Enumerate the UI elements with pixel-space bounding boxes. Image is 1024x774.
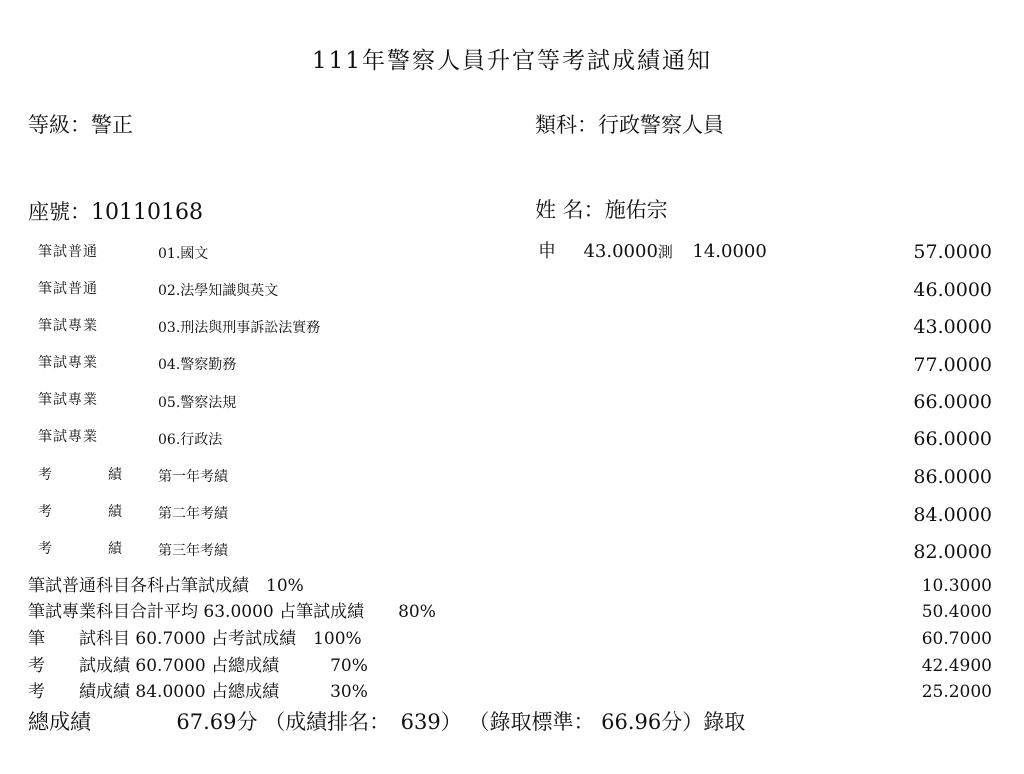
seat-field: [28, 202, 203, 224]
row-category-part: 績: [108, 504, 122, 520]
row-score: 66.0000: [913, 391, 992, 413]
row-category-part: 考: [38, 541, 52, 557]
calc-value: 50.4000: [921, 602, 992, 622]
row-category: 筆試專業: [38, 429, 98, 445]
grade-label: 等級：: [28, 113, 91, 137]
row-score: 77.0000: [913, 354, 992, 376]
seat-label: 座號：: [28, 200, 91, 224]
row-category: [38, 468, 122, 482]
essay-label: 申: [538, 241, 556, 262]
row-subject: 第二年考績: [158, 506, 228, 522]
calc-value: 42.4900: [921, 656, 992, 676]
row-subject: 02.法學知識與英文: [158, 283, 279, 299]
name-value: 施佑宗: [604, 198, 668, 222]
row-score: 57.0000: [913, 241, 992, 263]
row-subject: 05.警察法規: [158, 395, 237, 411]
row-category-part: 績: [108, 541, 122, 557]
row-score: 82.0000: [913, 541, 992, 563]
test-label: 測: [657, 243, 673, 261]
row-category: [38, 542, 122, 556]
calc-value: 25.2000: [921, 682, 992, 702]
calc-value: 60.7000: [921, 629, 992, 649]
category-label: 類科：: [535, 113, 598, 137]
calc-line: 考 試成績 60.7000 占總成績 70%: [28, 656, 368, 676]
calc-line: 考 績成績 84.0000 占總成績 30%: [28, 682, 368, 702]
row-score: 86.0000: [913, 466, 992, 488]
row-score: 84.0000: [913, 504, 992, 526]
calc-value: 10.3000: [921, 576, 992, 596]
essay-value: 43.0000: [583, 241, 658, 262]
row-score: 46.0000: [913, 279, 992, 301]
name-label: 姓 名：: [535, 198, 605, 222]
row-subject: 03.刑法與刑事訴訟法實務: [158, 320, 321, 336]
row-subject: 01.國文: [158, 246, 209, 262]
test-value: 14.0000: [692, 241, 767, 262]
grade-field: [28, 115, 133, 136]
row-category: 筆試專業: [38, 392, 98, 408]
row-subject: 第一年考績: [158, 469, 228, 485]
calc-line: 筆試專業科目合計平均 63.0000 占筆試成績 80%: [28, 602, 436, 622]
grade-value: 警正: [91, 113, 133, 137]
category-field: [535, 115, 724, 136]
calc-line: 筆試普通科目各科占筆試成績 10%: [28, 576, 304, 596]
total-label: 總成績: [28, 710, 91, 734]
row-subject: 第三年考績: [158, 543, 228, 559]
total-score-line: [28, 712, 745, 733]
row-category-part: 考: [38, 467, 52, 483]
row-category: 筆試普通: [38, 281, 98, 297]
row-subject: 06.行政法: [158, 432, 223, 448]
essay-test-breakdown: [538, 243, 767, 261]
name-field: [535, 200, 668, 221]
row-subject: 04.警察勤務: [158, 357, 237, 373]
row-score: 66.0000: [913, 428, 992, 450]
category-value: 行政警察人員: [598, 113, 724, 137]
row-category: 筆試普通: [38, 244, 98, 260]
admission-standard: （錄取標準： 66.96分）錄取: [468, 710, 746, 734]
total-rank: （成績排名： 639）: [264, 710, 462, 734]
calc-line: 筆 試科目 60.7000 占考試成績 100%: [28, 629, 362, 649]
row-category: 筆試專業: [38, 355, 98, 371]
row-category: [38, 505, 122, 519]
total-score: 67.69分: [176, 710, 258, 734]
row-score: 43.0000: [913, 316, 992, 338]
row-category-part: 績: [108, 467, 122, 483]
document-title: 111年警察人員升官等考試成績通知: [312, 48, 712, 74]
row-category: 筆試專業: [38, 318, 98, 334]
row-category-part: 考: [38, 504, 52, 520]
seat-value: 10110168: [91, 200, 203, 225]
